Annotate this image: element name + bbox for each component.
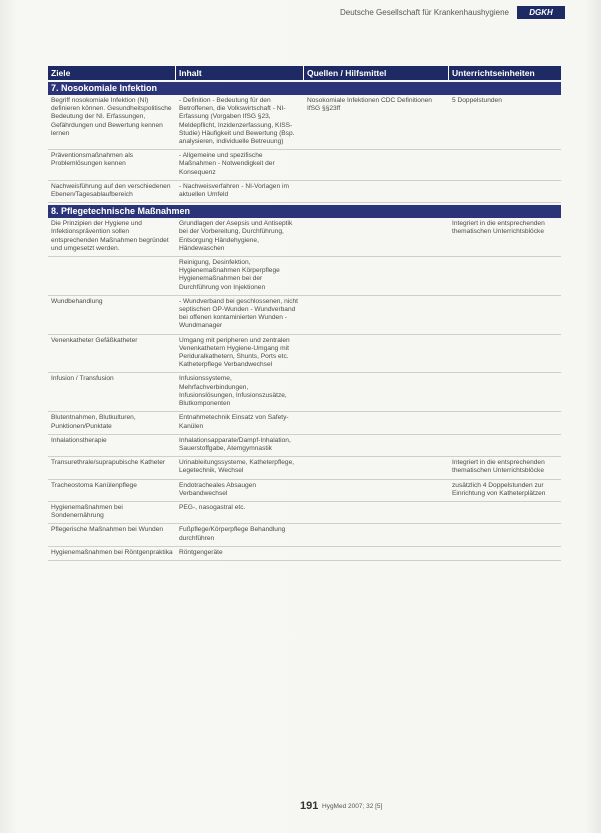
cell-quellen [304,218,449,256]
cell-quellen [304,181,449,202]
cell-inhalt: Umgang mit peripheren und zentralen Venenkathetern Hygiene-Umgang mit Periduralkathetern, Shunts, Ports etc. Katheterpflege Verbandwechsel [179,336,290,369]
cell-quellen [304,480,449,501]
table-row [48,296,561,335]
cell-ue [449,373,561,411]
cell-ue: 5 Doppelstunden [452,97,502,104]
cell-quellen [304,373,449,411]
header-org: Deutsche Gesellschaft für Krankenhaushygiene [340,8,509,17]
cell-ue: Integriert in die entsprechenden thematischen Unterrichtsblöcke [452,220,545,236]
table-row [48,457,561,479]
table-row [48,412,561,434]
cell-quellen [304,150,449,180]
cell-ziele: Tracheostoma Kanülenpflege [51,481,137,489]
cell-inhalt: Röntgengeräte [179,548,223,556]
table-row [48,181,561,203]
sections [48,82,561,561]
cell-ziele: Transurethrale/suprapubische Katheter [51,459,166,467]
cell-inhalt: Endotracheales Absaugen Verbandwechsel [179,481,256,497]
cell-ziele: Hygienemaßnahmen bei Sondenernährung [51,503,123,520]
table-row [48,547,561,561]
cell-ue [449,296,561,334]
table-row [48,524,561,546]
cell-quellen [304,296,449,334]
col-inhalt: Inhalt [176,66,304,80]
journal-ref: HygMed 2007; 32 [5] [322,803,383,810]
cell-ziele: Infusion / Transfusion [51,375,114,383]
cell-ziele: Inhalationstherapie [51,436,107,444]
col-ziele: Ziele [48,66,176,80]
table-row [48,480,561,502]
cell-quellen [304,335,449,373]
cell-ziele: Die Prinzipien der Hygiene und Infektionsprävention sollen entsprechenden Maßnahmen begründet und umgesetzt werden. [51,220,169,252]
cell-ziele: Wundbehandlung [51,297,103,305]
cell-ue [449,412,561,433]
cell-ziele: Hygienemaßnahmen bei Röntgenpraktika [51,548,173,556]
cell-inhalt: Infusionssysteme, Mehrfachverbindungen, Infusionslösungen, Infusionszusätze, Blutkomponenten [179,375,287,408]
cell-inhalt: Fußpflege/Körperpflege Behandlung durchführen [179,526,286,542]
table-row [48,502,561,524]
cell-inhalt: Urinableitungssysteme, Katheterpflege, Legetechnik, Wechsel [179,459,295,475]
cell-ue [449,150,561,180]
cell-inhalt: - Wundverband bei geschlossenen, nicht septischen OP-Wunden - Wundverband bei offenen kontaminierten Wunden - Wundmanager [179,297,299,330]
cell-quellen [304,547,449,560]
table-row [48,257,561,296]
cell-ziele: Nachweisführung auf den verschiedenen Ebenen/Tagesablaufbereich [51,182,171,199]
table-row [48,95,561,150]
col-ue: Unterrichtseinheiten [452,68,535,78]
cell-ue [449,435,561,456]
cell-ziele: Blutentnahmen, Blutkulturen, Punktionen/Punktate [51,414,136,430]
table-row [48,373,561,412]
cell-inhalt: - Definition - Bedeutung für den Betroffenen, die Volkswirtschaft - NI-Erfassung (Vorgaben IfSG §23, Meldepflicht, Inzidenzerfassung, KISS-Studie) Häufigkeit und Bewertung (Bsp. analysieren, individuelle Betreuung) [179,97,295,146]
cell-inhalt: Grundlagen der Asepsis und Antiseptik bei der Vorbereitung, Durchführung, Entsorgung Händehygiene, Händewaschen [179,220,293,252]
table-header [48,66,561,80]
page-number: 191 [300,800,319,812]
cell-ue [449,547,561,560]
cell-ziele [48,257,176,295]
cell-ue [449,335,561,373]
cell-inhalt: Entnahmetechnik Einsatz von Safety-Kanülen [179,414,289,430]
cell-ziele: Venenkatheter Gefäßkatheter [51,336,138,344]
cell-quellen [304,257,449,295]
cell-quellen [304,502,449,523]
cell-quellen [304,457,449,478]
cell-ziele: Pflegerische Maßnahmen bei Wunden [51,526,164,534]
cell-quellen [304,412,449,433]
table-row [48,218,561,257]
col-quellen: Quellen / Hilfsmittel [304,66,449,80]
header-logo: DGKH [517,6,565,19]
curriculum-table [48,66,561,561]
table-row [48,150,561,181]
cell-ziele: Begriff nosokomiale Infektion (NI) definieren können. Gesundheitspolitische Bedeutung der NI. Erfassungen, Gefährdungen und Bewertung kennen lernen [51,97,172,137]
table-row [48,435,561,457]
cell-ue [449,502,561,523]
cell-ue [449,257,561,295]
cell-quellen [304,435,449,456]
cell-inhalt: PEG-, nasogastral etc. [179,503,246,511]
cell-ziele: Präventionsmaßnahmen als Problemlösungen kennen [51,152,134,168]
cell-ue [449,181,561,202]
cell-quellen [304,524,449,545]
cell-ue: Integriert in die entsprechenden thematischen Unterrichtsblöcke [452,459,545,475]
cell-inhalt: Reinigung, Desinfektion, Hygienemaßnahmen Körperpflege Hygienemaßnahmen bei der Durchführung von Injektionen [179,259,280,291]
table-row [48,335,561,374]
section-title: 7. Nosokomiale Infektion [48,82,561,95]
cell-inhalt: - Allgemeine und spezifische Maßnahmen - Notwendigkeit der Konsequenz [179,152,275,176]
cell-inhalt: - Nachweisverfahren - NI-Vorlagen im aktuellen Umfeld [179,182,289,199]
cell-ue: zusätzlich 4 Doppelstunden zur Einrichtung von Katheterplätzen [452,481,546,497]
cell-ue [449,524,561,545]
section-title: 8. Pflegetechnische Maßnahmen [48,205,561,218]
cell-inhalt: Inhalationsapparate/Dampf-Inhalation, Sauerstoffgabe, Atemgymnastik [179,436,291,452]
cell-quellen: Nosokomiale Infektionen CDC Definitionen IfSG §§23ff [307,97,432,113]
